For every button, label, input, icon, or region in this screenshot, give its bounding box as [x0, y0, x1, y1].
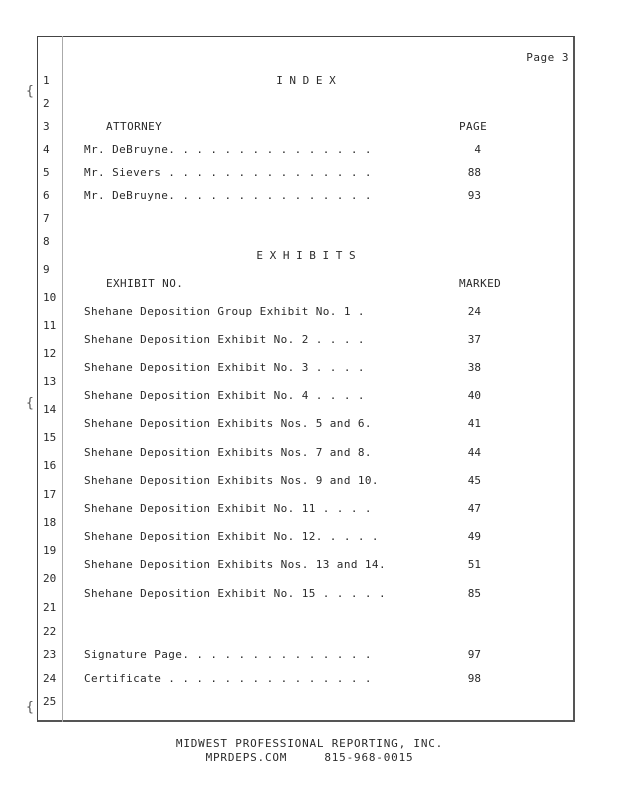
exhibit-page: 85 — [467, 587, 481, 600]
exhibit-entry: Shehane Deposition Group Exhibit No. 1 . — [84, 305, 365, 318]
footer-company: MIDWEST PROFESSIONAL REPORTING, INC. — [175, 737, 444, 750]
line-number: 15 — [43, 431, 57, 444]
page-number: Page 3 — [526, 51, 569, 64]
line-number: 18 — [43, 516, 57, 529]
binder-hole-mark: { — [26, 700, 34, 715]
line-number: 25 — [43, 695, 57, 708]
exhibits-title: E X H I B I T S — [256, 249, 356, 262]
footer-contact: MPRDEPS.COM 815-968-0015 — [205, 751, 414, 764]
line-number: 14 — [43, 403, 57, 416]
exhibit-entry: Shehane Deposition Exhibit No. 2 . . . . — [84, 333, 365, 346]
line-number: 9 — [43, 263, 50, 276]
exhibit-page: 47 — [467, 502, 481, 515]
line-number: 22 — [43, 625, 57, 638]
exhibit-entry: Shehane Deposition Exhibit No. 11 . . . . — [84, 502, 372, 515]
line-number: 13 — [43, 375, 57, 388]
attorney-page: 88 — [467, 166, 481, 179]
exhibit-header: EXHIBIT NO. — [106, 277, 184, 290]
line-number: 24 — [43, 672, 57, 685]
index-title: I N D E X — [276, 74, 336, 87]
line-number: 12 — [43, 347, 57, 360]
line-number: 23 — [43, 648, 57, 661]
attorney-header: ATTORNEY — [106, 120, 163, 133]
exhibit-page: 44 — [467, 446, 481, 459]
exhibit-entry: Shehane Deposition Exhibit No. 4 . . . . — [84, 389, 365, 402]
line-number: 10 — [43, 291, 57, 304]
marked-header: MARKED — [459, 277, 502, 290]
line-number: 17 — [43, 488, 57, 501]
certificate-entry: Certificate . . . . . . . . . . . . . . . — [84, 672, 372, 685]
line-number: 21 — [43, 601, 57, 614]
exhibit-entry: Shehane Deposition Exhibit No. 15 . . . . . — [84, 587, 386, 600]
line-number: 11 — [43, 319, 57, 332]
exhibit-page: 40 — [467, 389, 481, 402]
certificate-page: 98 — [467, 672, 481, 685]
exhibit-page: 49 — [467, 530, 481, 543]
attorney-entry: Mr. DeBruyne. . . . . . . . . . . . . . . — [84, 189, 372, 202]
signature-page: 97 — [467, 648, 481, 661]
line-number: 19 — [43, 544, 57, 557]
signature-entry: Signature Page. . . . . . . . . . . . . . — [84, 648, 372, 661]
binder-hole-mark: { — [26, 396, 34, 411]
line-number: 5 — [43, 166, 50, 179]
exhibit-entry: Shehane Deposition Exhibits Nos. 5 and 6. — [84, 417, 372, 430]
line-number: 6 — [43, 189, 50, 202]
attorney-page: 93 — [467, 189, 481, 202]
exhibit-page: 24 — [467, 305, 481, 318]
line-number: 4 — [43, 143, 50, 156]
line-number: 7 — [43, 212, 50, 225]
line-number: 16 — [43, 459, 57, 472]
exhibit-page: 45 — [467, 474, 481, 487]
line-number: 1 — [43, 74, 50, 87]
page-header: PAGE — [459, 120, 488, 133]
attorney-entry: Mr. Sievers . . . . . . . . . . . . . . . — [84, 166, 372, 179]
exhibit-entry: Shehane Deposition Exhibits Nos. 7 and 8. — [84, 446, 372, 459]
exhibit-entry: Shehane Deposition Exhibit No. 3 . . . . — [84, 361, 365, 374]
exhibit-page: 38 — [467, 361, 481, 374]
attorney-page: 4 — [474, 143, 481, 156]
exhibit-entry: Shehane Deposition Exhibits Nos. 9 and 10. — [84, 474, 379, 487]
binder-hole-mark: { — [26, 84, 34, 99]
line-number: 8 — [43, 235, 50, 248]
line-number: 2 — [43, 97, 50, 110]
transcript-page — [37, 36, 575, 722]
line-number: 20 — [43, 572, 57, 585]
exhibit-entry: Shehane Deposition Exhibit No. 12. . . . . — [84, 530, 379, 543]
attorney-entry: Mr. DeBruyne. . . . . . . . . . . . . . . — [84, 143, 372, 156]
line-number: 3 — [43, 120, 50, 133]
exhibit-page: 51 — [467, 558, 481, 571]
exhibit-page: 41 — [467, 417, 481, 430]
exhibit-entry: Shehane Deposition Exhibits Nos. 13 and 14. — [84, 558, 386, 571]
exhibit-page: 37 — [467, 333, 481, 346]
